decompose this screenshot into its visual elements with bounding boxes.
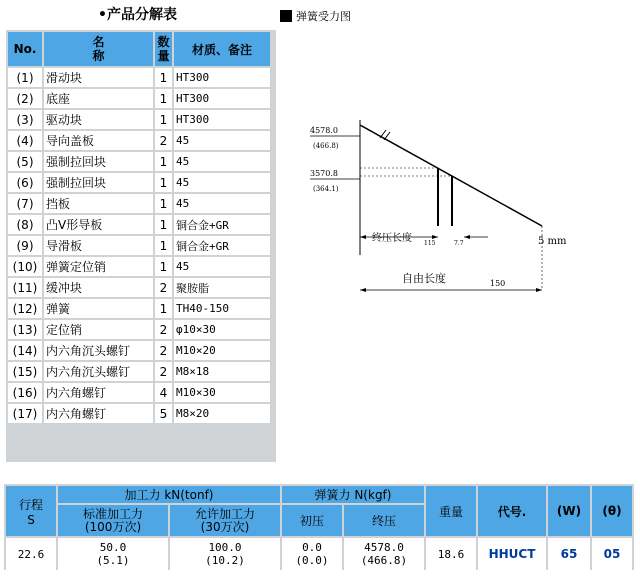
part-no: (16)	[8, 383, 42, 402]
header-final: 终压	[344, 505, 424, 536]
header-stroke-line2: S	[27, 512, 35, 527]
parts-row	[8, 194, 270, 213]
part-material: 铜合金+GR	[174, 215, 270, 234]
spec-data-row	[6, 538, 632, 570]
value-weight: 18.6	[426, 538, 476, 570]
parts-row	[8, 320, 270, 339]
dim-77: 7.7	[454, 240, 464, 247]
part-qty: 1	[155, 236, 172, 255]
part-name: 导向盖板	[44, 131, 153, 150]
part-no: (12)	[8, 299, 42, 318]
part-qty: 2	[155, 362, 172, 381]
parts-row	[8, 89, 270, 108]
part-material: M8×18	[174, 362, 270, 381]
spec-table	[4, 484, 634, 572]
part-name: 内六角沉头螺钉	[44, 362, 153, 381]
parts-row	[8, 383, 270, 402]
header-allow-force-line2: (30万次)	[200, 519, 250, 534]
arrow-left-icon	[360, 235, 366, 239]
free-length-value: 150	[490, 279, 506, 288]
value-std-force	[58, 538, 168, 570]
parts-row	[8, 341, 270, 360]
compress-length-label: 终压长度	[372, 233, 412, 244]
arrow-free-left-icon	[360, 288, 366, 292]
value-final-kgf: (466.8)	[360, 554, 408, 567]
parts-row	[8, 173, 270, 192]
break-mark-1	[380, 130, 386, 138]
part-no: (10)	[8, 257, 42, 276]
part-material: 45	[174, 173, 270, 192]
part-name: 强制拉回块	[44, 173, 153, 192]
part-no: (4)	[8, 131, 42, 150]
header-qty	[155, 32, 172, 66]
parts-row	[8, 362, 270, 381]
part-material: HT300	[174, 89, 270, 108]
part-no: (15)	[8, 362, 42, 381]
part-no: (13)	[8, 320, 42, 339]
header-stroke-line1: 行程	[18, 497, 43, 512]
part-material: TH40-150	[174, 299, 270, 318]
part-material: M10×30	[174, 383, 270, 402]
parts-row	[8, 68, 270, 87]
part-qty: 1	[155, 68, 172, 87]
parts-row	[8, 299, 270, 318]
value-initial	[282, 538, 342, 570]
part-qty: 2	[155, 131, 172, 150]
header-qty-line2: 量	[157, 49, 170, 63]
part-name: 强制拉回块	[44, 152, 153, 171]
part-no: (1)	[8, 68, 42, 87]
value-w: 65	[548, 538, 590, 570]
parts-row	[8, 278, 270, 297]
part-material: 45	[174, 152, 270, 171]
header-material: 材质、备注	[174, 32, 270, 66]
parts-row	[8, 404, 270, 423]
part-qty: 1	[155, 110, 172, 129]
parts-row	[8, 152, 270, 171]
part-no: (14)	[8, 341, 42, 360]
spring-force-diagram	[280, 100, 600, 300]
initial-force-tonf: (364.1)	[313, 185, 339, 193]
header-no: No.	[8, 32, 42, 66]
part-no: (5)	[8, 152, 42, 171]
part-material: 45	[174, 131, 270, 150]
parts-row	[8, 110, 270, 129]
part-material: 45	[174, 194, 270, 213]
value-std-force-kn: 50.0	[99, 541, 127, 554]
value-allow-force	[170, 538, 280, 570]
part-name: 内六角沉头螺钉	[44, 341, 153, 360]
max-force-tonf: (466.8)	[313, 142, 339, 150]
parts-table-frame	[6, 30, 276, 462]
initial-force-value: 3570.8	[310, 169, 338, 178]
part-no: (3)	[8, 110, 42, 129]
part-name: 缓冲块	[44, 278, 153, 297]
arrow-right-icon	[432, 235, 438, 239]
part-name: 驱动块	[44, 110, 153, 129]
value-final-n: 4578.0	[364, 541, 404, 554]
part-name: 定位销	[44, 320, 153, 339]
spring-chart-heading	[280, 8, 351, 24]
part-material: HT300	[174, 68, 270, 87]
part-material: 铜合金+GR	[174, 236, 270, 255]
value-stroke: 22.6	[6, 538, 56, 570]
part-name: 底座	[44, 89, 153, 108]
part-material: 聚胺脂	[174, 278, 270, 297]
arrow-free-right-icon	[536, 288, 542, 292]
header-weight: 重量	[426, 486, 476, 536]
header-qty-line1: 数	[157, 35, 170, 49]
header-force: 加工力 kN(tonf)	[58, 486, 280, 503]
arrow-stroke-icon	[464, 235, 470, 239]
header-std-force-line2: (100万次)	[84, 519, 142, 534]
spec-table-frame	[4, 484, 634, 570]
header-name-line2: 称	[92, 49, 105, 63]
part-qty: 1	[155, 173, 172, 192]
part-qty: 1	[155, 152, 172, 171]
break-mark-2	[384, 132, 390, 140]
value-allow-force-kn: 100.0	[208, 541, 242, 554]
header-name-line1: 名	[92, 35, 105, 49]
max-force-value: 4578.0	[310, 126, 338, 135]
parts-table-body	[8, 68, 270, 423]
part-name: 滑动块	[44, 68, 153, 87]
part-qty: 4	[155, 383, 172, 402]
part-no: (8)	[8, 215, 42, 234]
free-length-label: 自由长度	[402, 272, 446, 285]
parts-header-row	[8, 32, 270, 66]
value-std-force-tonf: (5.1)	[96, 554, 130, 567]
spec-header-row-1	[6, 486, 632, 503]
part-material: M8×20	[174, 404, 270, 423]
value-theta: 05	[592, 538, 632, 570]
header-initial: 初压	[282, 505, 342, 536]
parts-row	[8, 236, 270, 255]
header-spring-force: 弹簧力 N(kgf)	[282, 486, 424, 503]
part-qty: 5	[155, 404, 172, 423]
header-allow-force	[170, 505, 280, 536]
part-name: 弹簧	[44, 299, 153, 318]
value-allow-force-tonf: (10.2)	[205, 554, 245, 567]
part-name: 凸V形导板	[44, 215, 153, 234]
part-name: 内六角螺钉	[44, 383, 153, 402]
part-qty: 1	[155, 257, 172, 276]
header-std-force-line1: 标准加工力	[82, 506, 143, 521]
header-name	[44, 32, 153, 66]
part-no: (17)	[8, 404, 42, 423]
part-no: (7)	[8, 194, 42, 213]
part-material: 45	[174, 257, 270, 276]
value-initial-n: 0.0	[302, 541, 322, 554]
part-qty: 1	[155, 89, 172, 108]
part-no: (9)	[8, 236, 42, 255]
parts-row	[8, 215, 270, 234]
part-no: (6)	[8, 173, 42, 192]
parts-table-title: •产品分解表	[98, 7, 177, 23]
parts-row	[8, 131, 270, 150]
header-theta: (θ)	[592, 486, 632, 536]
stroke-5mm-label: 5 mm	[538, 236, 567, 247]
header-w: (W)	[548, 486, 590, 536]
value-final	[344, 538, 424, 570]
value-code: HHUCT	[478, 538, 546, 570]
parts-table	[6, 30, 272, 425]
part-name: 挡板	[44, 194, 153, 213]
part-material: HT300	[174, 110, 270, 129]
part-name: 导滑板	[44, 236, 153, 255]
part-qty: 1	[155, 194, 172, 213]
parts-row	[8, 257, 270, 276]
part-name: 内六角螺钉	[44, 404, 153, 423]
spring-chart-heading-text: 弹簧受力图	[296, 10, 351, 23]
part-qty: 2	[155, 320, 172, 339]
part-qty: 2	[155, 278, 172, 297]
part-qty: 1	[155, 215, 172, 234]
part-name: 弹簧定位销	[44, 257, 153, 276]
part-no: (11)	[8, 278, 42, 297]
dim-115: 115	[424, 240, 436, 247]
part-material: M10×20	[174, 341, 270, 360]
part-material: φ10×30	[174, 320, 270, 339]
black-square-icon	[280, 10, 292, 22]
part-qty: 2	[155, 341, 172, 360]
header-allow-force-line1: 允许加工力	[194, 506, 255, 521]
value-initial-kgf: (0.0)	[295, 554, 329, 567]
header-code: 代号.	[478, 486, 546, 536]
part-no: (2)	[8, 89, 42, 108]
header-stroke	[6, 486, 56, 536]
part-qty: 1	[155, 299, 172, 318]
header-std-force	[58, 505, 168, 536]
